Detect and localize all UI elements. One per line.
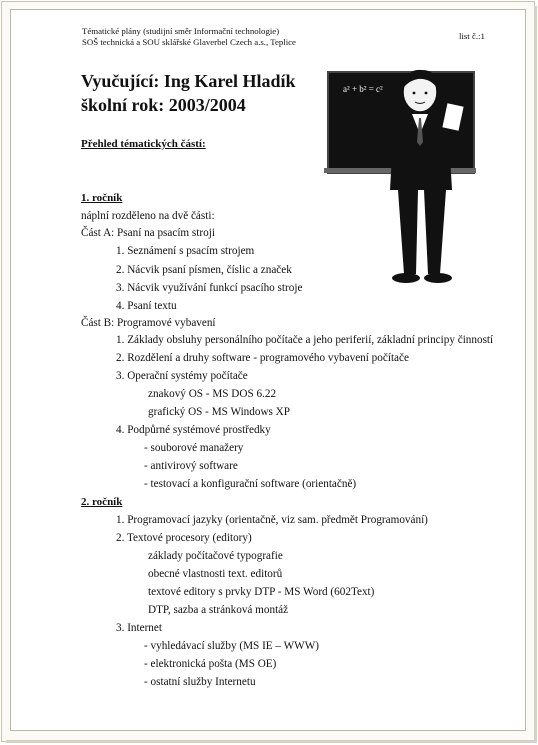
teacher-title: Vyučující: Ing Karel Hladík (81, 71, 296, 91)
overview-heading: Přehled tématických částí: (81, 138, 206, 150)
part-a-title: Část A: Psaní na psacím stroji (81, 227, 215, 239)
header-line-2: SOŠ technická a SOU sklářské Glaverbel Czech a.s., Teplice (82, 37, 296, 47)
year2-heading: 2. ročník (81, 496, 123, 508)
part-a-item: 1. Seznámení s psacím strojem (116, 245, 255, 257)
part-a-item: 3. Nácvik využívání funkcí psacího stroje (116, 282, 303, 294)
year2-subitem: - vyhledávací služby (MS IE – WWW) (144, 640, 320, 652)
part-b-item: 1. Základy obsluhy personálního počítače a jeho periferií, základní principy činností (116, 334, 494, 346)
year2-subitem: obecné vlastnosti text. editorů (148, 568, 283, 580)
page-shadow-bottom (6, 740, 537, 743)
part-b-item: 4. Podpůrné systémové prostředky (116, 424, 271, 436)
year1-heading: 1. ročník (81, 192, 123, 204)
year2-item: 3. Internet (116, 622, 162, 634)
header-line-1: Tématické plány (studijní směr Informační technologie) (82, 26, 280, 36)
year2-subitem: základy počítačové typografie (148, 550, 283, 562)
part-a-item: 2. Nácvik psaní písmen, číslic a značek (116, 264, 292, 276)
year2-item: 1. Programovací jazyky (orientačně, viz sam. předmět Programování) (116, 514, 428, 526)
part-b-subitem: - souborové manažery (144, 442, 244, 454)
sheet-number: list č.:1 (459, 31, 485, 41)
year2-subitem: textové editory s prvky DTP - MS Word (602Text) (148, 586, 375, 598)
part-b-subitem: znakový OS - MS DOS 6.22 (148, 388, 277, 400)
part-b-title: Část B: Programové vybavení (81, 317, 216, 329)
part-a-item: 4. Psaní textu (116, 300, 177, 312)
board-formula: a² + b² = c² (343, 84, 383, 94)
page-shadow-right (534, 6, 537, 743)
year2-item: 2. Textové procesory (editory) (116, 532, 252, 544)
part-b-item: 3. Operační systémy počítače (116, 370, 248, 382)
part-b-item: 2. Rozdělení a druhy software - programového vybavení počítače (116, 352, 409, 364)
school-year-title: školní rok: 2003/2004 (81, 95, 246, 115)
part-b-subitem: grafický OS - MS Windows XP (148, 406, 290, 418)
year1-intro: náplní rozděleno na dvě části: (81, 210, 215, 222)
year2-subitem: - ostatní služby Internetu (144, 676, 256, 688)
teacher-at-blackboard-icon (370, 62, 480, 292)
year2-subitem: - elektronická pošta (MS OE) (144, 658, 277, 670)
part-b-subitem: - testovací a konfigurační software (orientačně) (144, 478, 357, 490)
part-b-subitem: - antivirový software (144, 460, 238, 472)
year2-subitem: DTP, sazba a stránková montáž (148, 604, 289, 616)
